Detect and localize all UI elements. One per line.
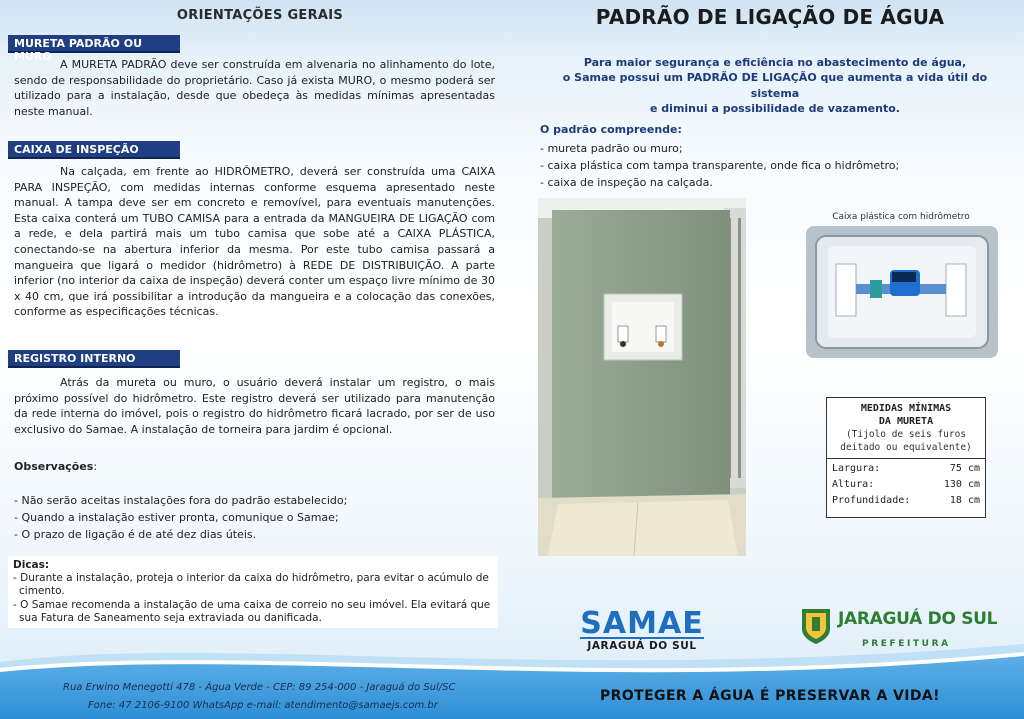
measure-label: Largura: — [832, 463, 881, 474]
section-title-caixa-inspecao: CAIXA DE INSPEÇÃO — [8, 141, 180, 159]
observation-item: - O prazo de ligação é de até dez dias úteis. — [14, 528, 257, 541]
city-crest-icon — [800, 607, 832, 645]
footer-contact: Fone: 47 2106-9100 WhatsApp e-mail: atendimento@samaejs.com.br — [88, 700, 438, 711]
section-text-registro — [14, 375, 495, 437]
intro-line: o Samae possui um PADRÃO DE LIGAÇÃO que aumenta a vida útil do sistema — [562, 71, 988, 100]
photo-caption: Caixa plástica com hidrômetro — [832, 212, 970, 222]
measure-row — [827, 461, 985, 477]
observations-title — [14, 460, 97, 473]
guidelines-heading: ORIENTAÇÕES GERAIS — [176, 8, 344, 23]
mureta-text: A MURETA PADRÃO deve ser construída em alvenaria no alinhamento do lote, sendo de responsabilidade do proprietário. Caso já exista MURO, o mesmo poderá ser utilizado para a instalação, desde que obedeça às medidas mínimas apresentadas neste manual. — [14, 58, 495, 118]
registro-text: Atrás da mureta ou muro, o usuário deverá instalar um registro, o mais próximo possível do hidrômetro. Este registro deverá ser utilizado para manutenção da rede interna do imóvel, pois o registro do hidrômetro ficará lacrado, por ser de uso exclusivo do Samae. A instalação de torneira para jardim é opcional. — [14, 376, 495, 436]
intro-line: e diminui a possibilidade de vazamento. — [650, 101, 900, 115]
comprises-list — [540, 140, 899, 191]
measure-label: Altura: — [832, 479, 875, 490]
page-title: PADRÃO DE LIGAÇÃO DE ÁGUA — [595, 5, 945, 29]
minimum-measures-table — [826, 397, 986, 518]
intro-line: Para maior segurança e eficiência no abastecimento de água, — [583, 56, 967, 69]
mureta-photo — [538, 198, 746, 556]
tips-box — [8, 556, 498, 628]
footer-slogan: PROTEGER A ÁGUA É PRESERVAR A VIDA! — [600, 688, 940, 704]
prefeitura-label: PREFEITURA — [862, 639, 951, 649]
samae-logo-text: SAMAE — [580, 606, 704, 640]
intro-text — [540, 55, 1010, 116]
measure-row — [827, 477, 985, 493]
section-title-mureta: MURETA PADRÃO OU MURO — [8, 35, 180, 53]
observation-item: - Quando a instalação estiver pronta, comunique o Samae; — [14, 511, 339, 524]
tip-line: - O Samae recomenda a instalação de uma caixa de correio no seu imóvel. Ela evitará que — [13, 598, 491, 611]
comprises-item: - caixa de inspeção na calçada. — [540, 176, 713, 189]
tip-line: sua Fatura de Saneamento seja extraviada ou danificada. — [19, 611, 322, 624]
measures-title-1: MEDIDAS MÍNIMAS — [860, 403, 952, 414]
measures-sub-2: deitado ou equivalente) — [840, 442, 972, 453]
observations-colon: : — [93, 460, 98, 473]
tip-line: cimento. — [19, 585, 65, 598]
plastic-box-photo — [806, 226, 998, 358]
observation-item: - Não serão aceitas instalações fora do padrão estabelecido; — [14, 494, 348, 507]
samae-subtitle: JARAGUÁ DO SUL — [587, 640, 697, 652]
measure-label: Profundidade: — [832, 495, 911, 506]
comprises-item: - caixa plástica com tampa transparente, onde fica o hidrômetro; — [540, 159, 900, 172]
measures-title-2: DA MURETA — [878, 416, 934, 427]
measures-sub-1: (Tijolo de seis furos — [845, 429, 967, 440]
comprises-item: - mureta padrão ou muro; — [540, 142, 683, 155]
measure-value: 75 cm — [949, 463, 980, 474]
tip-line: - Durante a instalação, proteja o interior da caixa do hidrômetro, para evitar o acúmulo de — [13, 572, 489, 585]
comprises-title: O padrão compreende: — [540, 123, 682, 136]
section-text-mureta — [14, 57, 495, 119]
footer-address: Rua Erwino Menegotti 478 - Água Verde - CEP: 89 254-000 - Jaraguá do Sul/SC — [63, 682, 456, 693]
measure-value: 130 cm — [943, 479, 980, 490]
observations-title-text: Observações — [14, 460, 94, 473]
measure-value: 18 cm — [949, 495, 980, 506]
caixa-inspecao-text: Na calçada, em frente ao HIDRÔMETRO, deverá ser construída uma CAIXA PARA INSPEÇÃO, com medidas internas conforme esquema apresentado neste manual. A tampa deve ser em concreto e removível, para eventuais manutenções. Esta caixa conterá um TUBO CAMISA para a entrada da MANGUEIRA DE LIGAÇÃO com a rede, e dela partirá mais um tubo camisa que sobe até a CAIXA PLÁSTICA, conectando-se na abertura inferior da mesma. Por este tubo camisa passará a mangueira que ligará o medidor (hidrômetro) à REDE DE DISTRIBUIÇÃO. A parte inferior (no interior da caixa de inspeção) deverá conter um espaço livre mínimo de 30 x 40 cm, que irá possibilitar a introdução da mangueira e a colocação das conexões, conforme as especificações técnicas. — [14, 165, 495, 319]
observations-list — [14, 492, 347, 543]
tips-title: Dicas: — [13, 559, 50, 571]
section-title-registro: REGISTRO INTERNO — [8, 350, 180, 368]
section-text-caixa-inspecao — [14, 164, 495, 320]
measure-row — [827, 493, 985, 509]
city-name: JARAGUÁ DO SUL — [838, 609, 998, 629]
